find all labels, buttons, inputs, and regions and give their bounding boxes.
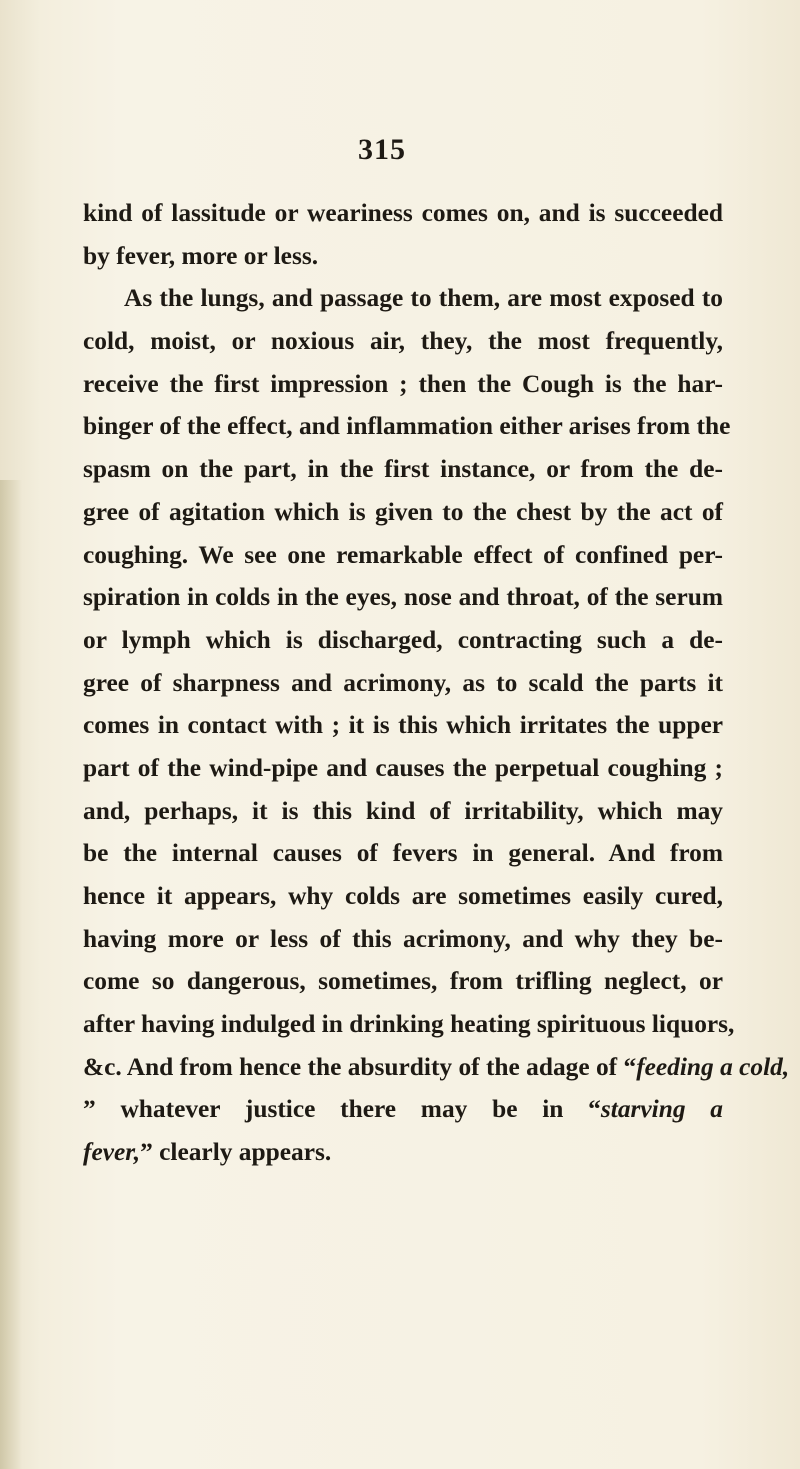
paragraph-start-line: As the lungs, and passage to them, are most exposed to xyxy=(124,284,723,313)
text-line: after having indulged in drinking heating spirituous liquors, xyxy=(83,1010,735,1039)
text-line: cold, moist, or noxious air, they, the most frequently, xyxy=(83,327,723,356)
text-segment: &c. And from hence the absurdity of the adage of xyxy=(83,1052,618,1081)
text-line: and, perhaps, it is this kind of irritability, which may xyxy=(83,796,723,825)
text-line: kind of lassitude or weariness comes on, and is succeeded xyxy=(83,199,723,227)
text-line xyxy=(83,1131,723,1174)
text-line: or lymph which is discharged, contracting such a de- xyxy=(83,625,723,654)
text-line xyxy=(83,1088,723,1131)
close-quote: ” xyxy=(140,1138,153,1167)
text-line xyxy=(83,1046,790,1089)
text-line: having more or less of this acrimony, and why they be- xyxy=(83,924,723,953)
text-line: gree of sharpness and acrimony, as to scald the parts it xyxy=(83,668,723,697)
page-number: 315 xyxy=(358,133,406,166)
italic-phrase: fever, xyxy=(83,1138,141,1167)
text-segment: clearly appears. xyxy=(152,1138,332,1167)
text-segment: whatever justice there may be in “ xyxy=(95,1095,601,1124)
text-line: part of the wind-pipe and causes the perpetual coughing ; xyxy=(83,753,723,782)
text-line: binger of the effect, and inflammation either arises from the xyxy=(83,412,731,441)
text-line: comes in contact with ; it is this which irritates the upper xyxy=(83,711,723,740)
text-line: hence it appears, why colds are sometimes easily cured, xyxy=(83,882,723,910)
page-gutter-shadow xyxy=(0,480,22,1469)
close-quote: ” xyxy=(83,1095,96,1124)
text-line: spiration in colds in the eyes, nose and throat, of the serum xyxy=(83,583,723,612)
italic-phrase: starving a xyxy=(600,1095,723,1124)
text-line: spasm on the part, in the first instance, or from the de- xyxy=(83,455,723,484)
text-line: receive the first impression ; then the Cough is the har- xyxy=(83,369,723,398)
text-line: by fever, more or less. xyxy=(83,241,319,270)
italic-phrase: feeding a cold, xyxy=(636,1052,790,1081)
text-line: coughing. We see one remarkable effect of confined per- xyxy=(83,540,723,569)
text-line: be the internal causes of fevers in general. And from xyxy=(83,839,723,868)
text-line: come so dangerous, sometimes, from trifling neglect, or xyxy=(83,967,723,996)
text-line: gree of agitation which is given to the chest by the act of xyxy=(83,497,723,526)
body-text xyxy=(83,192,790,1174)
open-quote: “ xyxy=(623,1052,637,1081)
